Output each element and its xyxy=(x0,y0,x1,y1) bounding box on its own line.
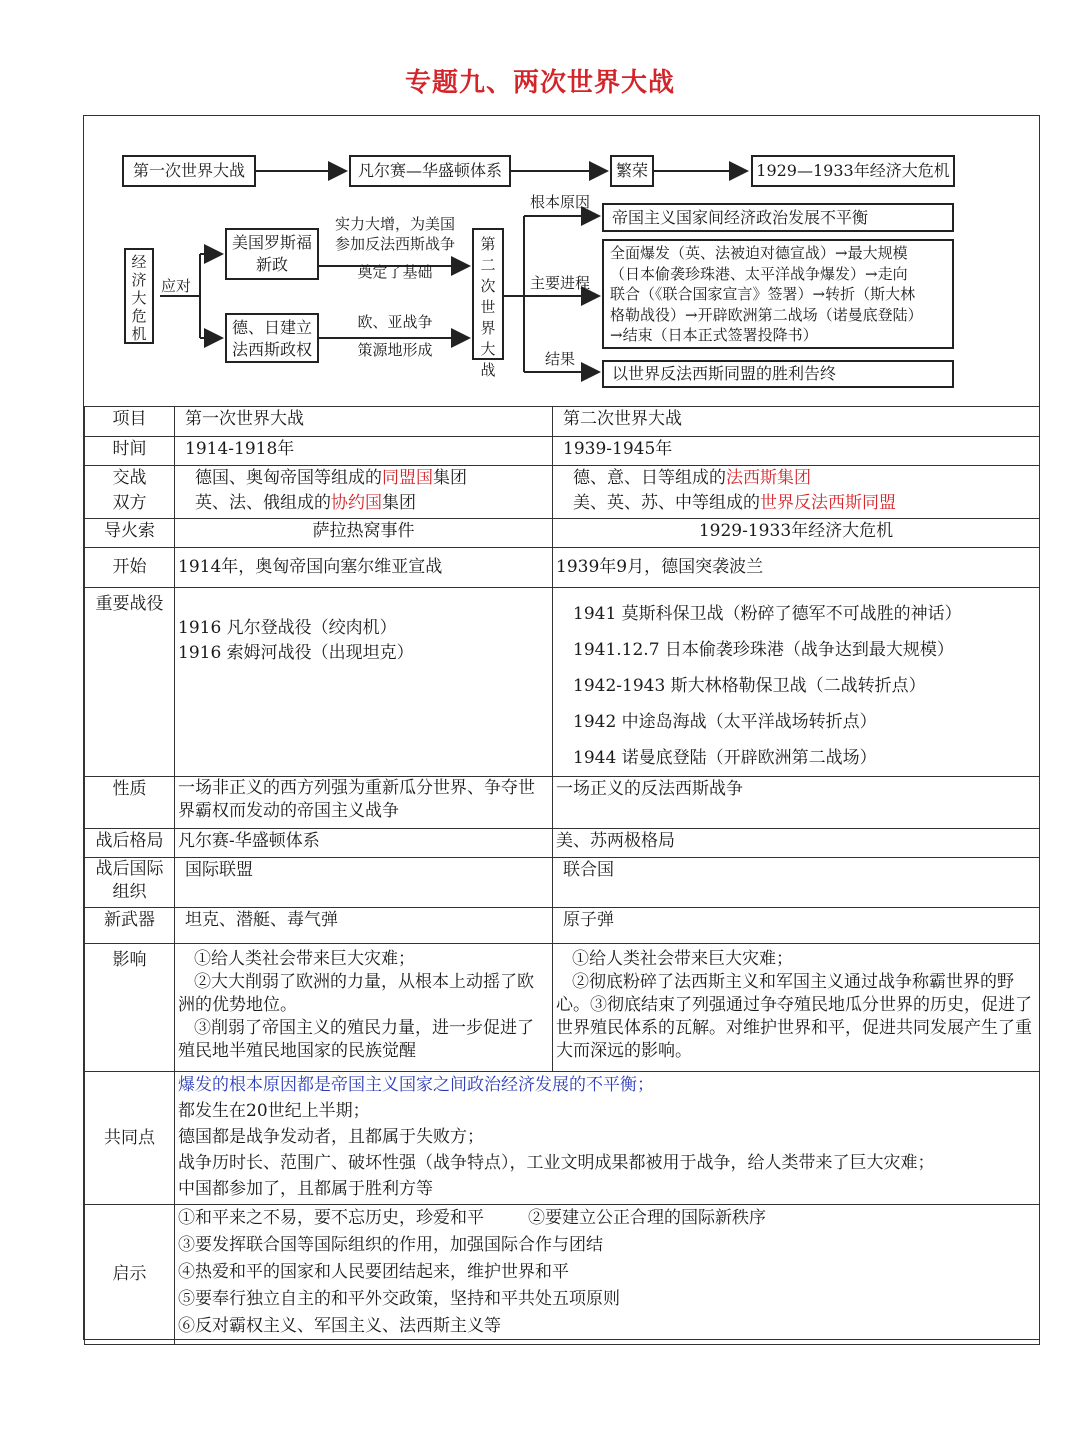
lesson-item: ⑤要奉行独立自主的和平外交政策，坚持和平共处五项原则 xyxy=(178,1289,620,1309)
header-ww2: 第二次世界大战 xyxy=(553,407,1040,437)
battle-item: 1941.12.7 日本偷袭珍珠港（战争达到最大规模） xyxy=(573,640,954,660)
cell-nature-ww2: 一场正义的反法西斯战争 xyxy=(553,777,1040,829)
table-row xyxy=(85,548,1040,588)
common-item: 德国都是战争发动者，且都属于失败方； xyxy=(178,1127,484,1147)
lesson-item: ⑥反对霸权主义、军国主义、法西斯主义等 xyxy=(178,1316,501,1336)
header-item: 项目 xyxy=(85,407,175,437)
battle-item: 1942-1943 斯大林格勒保卫战（二战转折点） xyxy=(573,676,926,696)
table-row xyxy=(85,777,1040,829)
usa-note-1: 实力大增，为美国 xyxy=(334,215,455,233)
cell-impact-ww2 xyxy=(553,944,1040,1072)
lesson-text: ②要建立公正合理的国际新秩序 xyxy=(528,1208,766,1228)
box-versailles: 凡尔赛—华盛顿体系 xyxy=(349,155,511,187)
row-label-battles: 重要战役 xyxy=(85,588,175,777)
cell-weapons-ww1: 坦克、潜艇、毒气弹 xyxy=(175,908,553,944)
row-label-weapons: 新武器 xyxy=(85,908,175,944)
cell-battles-ww2 xyxy=(553,588,1040,777)
box-germany-japan: 德、日建立法西斯政权 xyxy=(225,313,319,363)
common-item: 战争历时长、范围广、破坏性强（战争特点），工业文明成果都被用于战争，给人类带来了巨大灾难； xyxy=(178,1153,935,1173)
comparison-table xyxy=(84,406,1040,1345)
side-line xyxy=(573,466,1036,491)
box-crisis: 1929—1933年经济大危机 xyxy=(751,155,955,187)
table-row xyxy=(85,944,1040,1072)
side-highlight: 同盟国 xyxy=(382,468,433,488)
battle-item: 1942 中途岛海战（太平洋战场转折点） xyxy=(573,712,877,732)
usa-note-2: 参加反法西斯战争 xyxy=(334,235,455,253)
cell-lesson xyxy=(175,1205,1040,1345)
row-label-pattern: 战后格局 xyxy=(85,829,175,858)
row-label-org: 战后国际组织 xyxy=(85,858,175,908)
gj-note-2: 策源地形成 xyxy=(357,341,433,359)
table-row xyxy=(85,437,1040,466)
box-process xyxy=(602,239,954,349)
process-line: 联合（《联合国家宣言》签署）→转折（斯大林 xyxy=(610,285,916,303)
cell-time-ww1: 1914-1918年 xyxy=(175,437,553,466)
impact-item: ③削弱了帝国主义的殖民力量，进一步促进了殖民地半殖民地国家的民族觉醒 xyxy=(178,1018,534,1061)
root-cause-label: 根本原因 xyxy=(529,193,590,211)
side-text: 集团 xyxy=(433,468,467,488)
sides-label-line: 双方 xyxy=(112,493,147,513)
table-row xyxy=(85,858,1040,908)
side-line xyxy=(195,466,549,491)
common-item: 都发生在20世纪上半期； xyxy=(178,1101,370,1121)
battle-item: 1916 凡尔登战役（绞肉机） xyxy=(178,618,397,638)
row-label-lesson: 启示 xyxy=(85,1205,175,1345)
cell-pattern-ww1: 凡尔赛-华盛顿体系 xyxy=(175,829,553,858)
side-text: 德国、奥匈帝国等组成的 xyxy=(195,468,382,488)
process-line: 全面爆发（英、法被迫对德宣战）→最大规模 xyxy=(610,244,908,262)
table-row xyxy=(85,908,1040,944)
side-highlight: 协约国 xyxy=(331,493,382,513)
row-label-impact: 影响 xyxy=(85,944,175,1072)
header-ww1: 第一次世界大战 xyxy=(175,407,553,437)
side-text: 德、意、日等组成的 xyxy=(573,468,726,488)
lesson-item: ③要发挥联合国等国际组织的作用，加强国际合作与团结 xyxy=(178,1235,603,1255)
impact-item: ②大大削弱了欧洲的力量，从根本上动摇了欧洲的优势地位。 xyxy=(178,972,534,1015)
box-result: 以世界反法西斯同盟的胜利告终 xyxy=(602,360,954,388)
impact-item: ①给人类社会带来巨大灾难； xyxy=(194,949,415,969)
respond-label: 应对 xyxy=(160,277,191,295)
common-item: 爆发的根本原因都是帝国主义国家之间政治经济发展的不平衡； xyxy=(178,1075,654,1095)
box-root-cause: 帝国主义国家间经济政治发展不平衡 xyxy=(602,203,954,232)
side-text: 英、法、俄组成的 xyxy=(195,493,331,513)
cell-nature-ww1: 一场非正义的西方列强为重新瓜分世界、争夺世界霸权而发动的帝国主义战争 xyxy=(175,777,553,829)
side-line xyxy=(195,491,549,516)
common-item: 中国都参加了，且都属于胜利方等 xyxy=(178,1179,433,1199)
content-frame xyxy=(83,115,1040,1340)
cell-sides-ww2 xyxy=(553,466,1040,519)
side-line xyxy=(573,491,1036,516)
cell-battles-ww1 xyxy=(175,588,553,777)
cell-common xyxy=(175,1072,1040,1205)
cell-fuse-ww1: 萨拉热窝事件 xyxy=(175,519,553,548)
table-row xyxy=(85,588,1040,777)
lesson-item xyxy=(178,1205,1036,1232)
lesson-text: ①和平来之不易，要不忘历史，珍爱和平 xyxy=(178,1208,484,1228)
gj-note-1: 欧、亚战争 xyxy=(357,313,433,331)
sides-label-line: 交战 xyxy=(112,468,147,488)
cell-fuse-ww2: 1929-1933年经济大危机 xyxy=(553,519,1040,548)
concept-diagram xyxy=(84,116,1041,406)
side-highlight: 世界反法西斯同盟 xyxy=(760,493,896,513)
cell-sides-ww1 xyxy=(175,466,553,519)
row-label-time: 时间 xyxy=(85,437,175,466)
box-ww1: 第一次世界大战 xyxy=(122,155,256,187)
box-usa: 美国罗斯福新政 xyxy=(225,228,319,280)
cell-start-ww2: 1939年9月，德国突袭波兰 xyxy=(553,548,1040,588)
cell-impact-ww1 xyxy=(175,944,553,1072)
impact-item: ①给人类社会带来巨大灾难； xyxy=(572,949,793,969)
row-label-sides xyxy=(85,466,175,519)
page-title: 专题九、两次世界大战 xyxy=(404,68,675,98)
row-label-nature: 性质 xyxy=(85,777,175,829)
table-row xyxy=(85,829,1040,858)
cell-pattern-ww2: 美、苏两极格局 xyxy=(553,829,1040,858)
cell-time-ww2: 1939-1945年 xyxy=(553,437,1040,466)
process-line: （日本偷袭珍珠港、太平洋战争爆发）→走向 xyxy=(610,264,908,283)
cell-start-ww1: 1914年，奥匈帝国向塞尔维亚宣战 xyxy=(175,548,553,588)
box-crisis-vertical: 经济大危机 xyxy=(124,248,154,344)
process-line: →结束（日本正式签署投降书） xyxy=(610,326,818,344)
table-row xyxy=(85,1205,1040,1345)
table-row xyxy=(85,1072,1040,1205)
cell-org-ww2: 联合国 xyxy=(553,858,1040,908)
table-row xyxy=(85,407,1040,437)
result-label: 结果 xyxy=(544,350,575,368)
table-row xyxy=(85,466,1040,519)
row-label-common: 共同点 xyxy=(85,1072,175,1205)
box-ww2-vertical: 第二次世界大战 xyxy=(472,228,504,360)
battle-item: 1944 诺曼底登陆（开辟欧洲第二战场） xyxy=(573,748,877,768)
row-label-start: 开始 xyxy=(85,548,175,588)
impact-item: ②彻底粉碎了法西斯主义和军国主义通过战争称霸世界的野心。③彻底结束了列强通过争夺殖民地瓜分世界的历史，促进了世界殖民体系的瓦解。对维护世界和平，促进共同发展产生了重大而深远的影响。 xyxy=(556,972,1032,1061)
side-highlight: 法西斯集团 xyxy=(726,468,811,488)
battle-item: 1916 索姆河战役（出现坦克） xyxy=(178,643,414,663)
cell-weapons-ww2: 原子弹 xyxy=(553,908,1040,944)
lesson-item: ④热爱和平的国家和人民要团结起来，维护世界和平 xyxy=(178,1262,569,1282)
side-text: 美、英、苏、中等组成的 xyxy=(573,493,760,513)
battle-item: 1941 莫斯科保卫战（粉碎了德军不可战胜的神话） xyxy=(573,604,962,624)
row-label-fuse: 导火索 xyxy=(85,519,175,548)
usa-note-3: 奠定了基础 xyxy=(357,263,433,281)
process-label: 主要进程 xyxy=(529,274,590,292)
cell-org-ww1: 国际联盟 xyxy=(175,858,553,908)
table-row xyxy=(85,519,1040,548)
process-line: 格勒战役）→开辟欧洲第二战场（诺曼底登陆） xyxy=(610,305,923,324)
box-prosperity: 繁荣 xyxy=(610,155,654,187)
side-text: 集团 xyxy=(382,493,416,513)
